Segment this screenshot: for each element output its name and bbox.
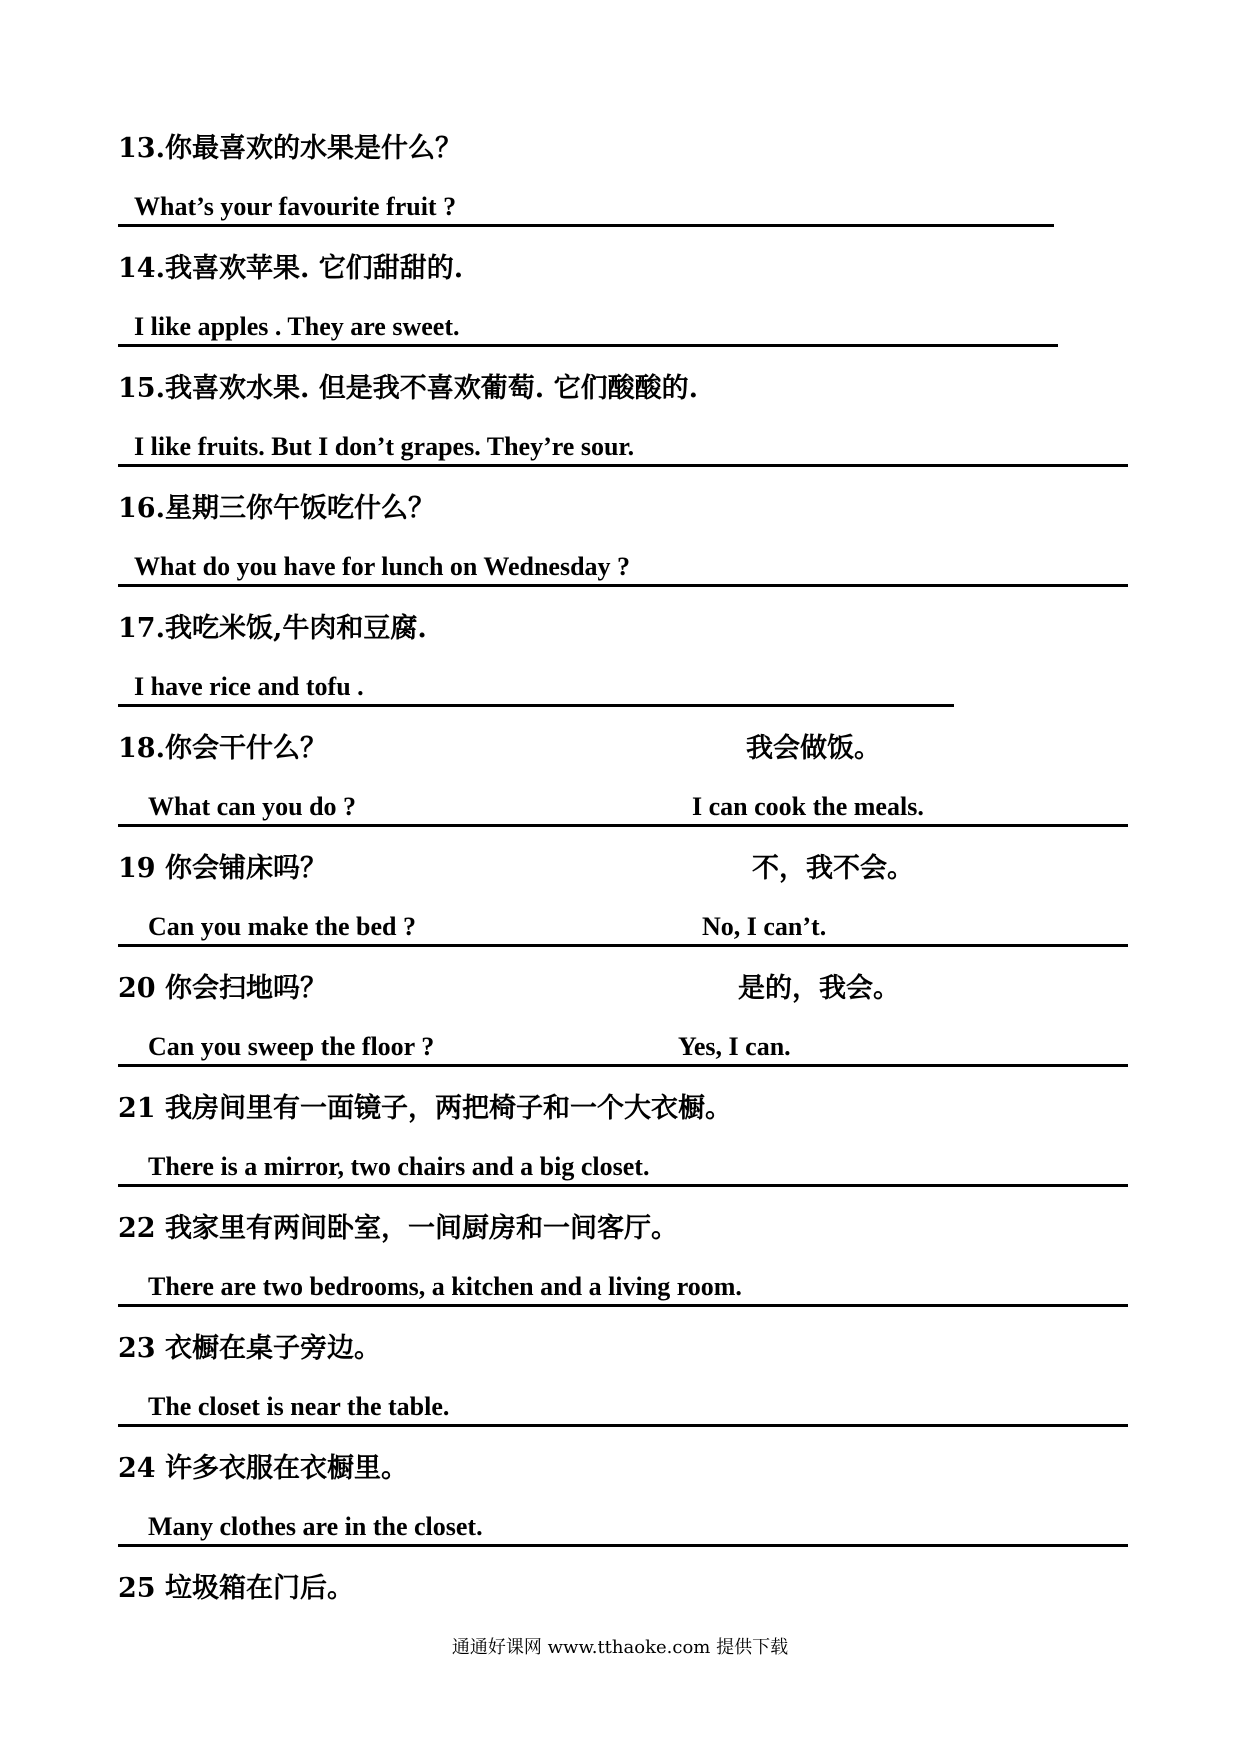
- answer-15-line: [118, 430, 1128, 467]
- question-text: 22 我家里有两间卧室，一间厨房和一间客厅。: [118, 1213, 678, 1244]
- answer-text: What can you do ?: [148, 792, 357, 821]
- question-text: 25 垃圾箱在门后。: [118, 1573, 354, 1604]
- answer-text: There is a mirror, two chairs and a big closet.: [148, 1152, 650, 1181]
- question-17-chinese: [118, 613, 427, 645]
- answer-13-line: [118, 190, 1054, 227]
- question-text: 15.我喜欢水果. 但是我不喜欢葡萄. 它们酸酸的.: [118, 373, 698, 404]
- answer-19-line: [118, 910, 1128, 947]
- question-text: 17.我吃米饭,牛肉和豆腐.: [118, 613, 427, 644]
- answer-16-line: [118, 550, 1128, 587]
- reply-answer-text: Yes, I can.: [678, 1032, 791, 1061]
- question-13-chinese: [118, 133, 462, 165]
- question-20-chinese: [118, 973, 1118, 1005]
- footer-credit: 通通好课网 www.tthaoke.com 提供下载: [451, 1637, 789, 1658]
- question-23-chinese: [118, 1333, 381, 1365]
- question-16-chinese: [118, 493, 435, 525]
- question-text: 20 你会扫地吗？: [118, 973, 327, 1004]
- question-text: 14.我喜欢苹果. 它们甜甜的.: [118, 253, 464, 284]
- answer-text: The closet is near the table.: [148, 1392, 450, 1421]
- question-21-chinese: [118, 1093, 732, 1125]
- reply-answer-text: No, I can’t.: [702, 912, 827, 941]
- question-text: 19 你会铺床吗？: [118, 853, 327, 884]
- answer-22-line: [118, 1270, 1128, 1307]
- answer-18-line: [118, 790, 1128, 827]
- answer-14-line: [118, 310, 1058, 347]
- question-18-chinese: [118, 733, 1118, 765]
- question-text: 13.你最喜欢的水果是什么？: [118, 133, 462, 164]
- question-text: 21 我房间里有一面镜子，两把椅子和一个大衣橱。: [118, 1093, 732, 1124]
- answer-text: Can you sweep the floor ?: [148, 1032, 435, 1061]
- question-24-chinese: [118, 1453, 408, 1485]
- reply-text: 我会做饭。: [746, 733, 881, 764]
- answer-text: I like apples . They are sweet.: [134, 312, 460, 341]
- reply-text: 是的，我会。: [738, 973, 900, 1004]
- question-text: 23 衣橱在桌子旁边。: [118, 1333, 381, 1364]
- question-text: 16.星期三你午饭吃什么？: [118, 493, 435, 524]
- question-text: 18.你会干什么？: [118, 733, 327, 764]
- question-25-chinese: [118, 1573, 354, 1605]
- answer-20-line: [118, 1030, 1128, 1067]
- answer-text: Many clothes are in the closet.: [148, 1512, 483, 1541]
- question-text: 24 许多衣服在衣橱里。: [118, 1453, 408, 1484]
- question-22-chinese: [118, 1213, 678, 1245]
- answer-23-line: [118, 1390, 1128, 1427]
- answer-text: I like fruits. But I don’t grapes. They’re sour.: [134, 432, 635, 461]
- answer-24-line: [118, 1510, 1128, 1547]
- reply-answer-text: I can cook the meals.: [692, 792, 924, 821]
- answer-21-line: [118, 1150, 1128, 1187]
- question-15-chinese: [118, 373, 698, 405]
- answer-text: What do you have for lunch on Wednesday ?: [134, 552, 631, 581]
- answer-text: I have rice and tofu .: [134, 672, 364, 701]
- answer-17-line: [118, 670, 954, 707]
- answer-text: What’s your favourite fruit ?: [134, 192, 457, 221]
- answer-text: Can you make the bed ?: [148, 912, 416, 941]
- answer-text: There are two bedrooms, a kitchen and a living room.: [148, 1272, 742, 1301]
- question-19-chinese: [118, 853, 1118, 885]
- reply-text: 不，我不会。: [752, 853, 914, 884]
- question-14-chinese: [118, 253, 463, 285]
